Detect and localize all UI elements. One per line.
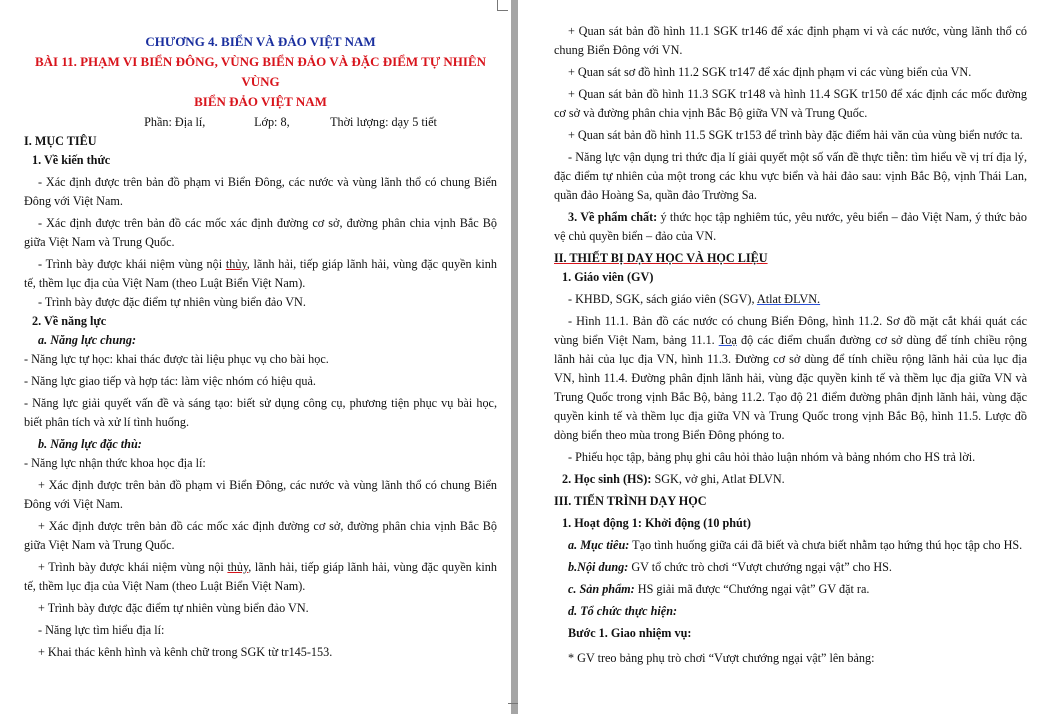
chapter-title: CHƯƠNG 4. BIỂN VÀ ĐẢO VIỆT NAM [145,34,376,49]
text-run: SGK, vở ghi, Atlat ĐLVN. [651,472,785,486]
paragraph: - Xác định được trên bản đồ phạm vi Biển Đông, các nước và vùng lãnh thổ có chung Biển Đông với Việt Nam. [24,175,497,208]
paragraph: - Phiếu học tập, bảng phụ ghi câu hỏi thảo luận nhóm và bảng nhóm cho HS trả lời. [568,450,976,464]
field-label: d. Tổ chức thực hiện: [568,604,678,618]
paragraph: - Năng lực tìm hiểu địa lí: [38,623,165,637]
paragraph: - Xác định được trên bản đồ các mốc xác định đường cơ sở, đường phân chia vịnh Bắc Bộ giữa Việt Nam và Trung Quốc. [24,216,497,249]
text-run: - Hình 11.1. Bản đồ các nước có chung Biển Đông, hình 11.2. Sơ đồ mặt cắt khái quát các vùng biển Việt Nam, bảng 11.1. [554,314,1027,347]
paragraph: - Năng lực nhận thức khoa học địa lí: [24,456,206,470]
field-label: a. Mục tiêu: [568,538,630,552]
text-run: ý thức học tập nghiêm túc, yêu nước, yêu biển – đảo Việt Nam, ý thức bảo vệ chủ quyền biển – đảo của VN. [554,210,1027,243]
paragraph: - Trình bày được đặc điểm tự nhiên vùng biển đảo VN. [38,295,306,309]
paragraph: - Năng lực giải quyết vấn đề và sáng tạo: biết sử dụng công cụ, phương tiện phục vụ bài học, biết phân tích và xử lí tình huống. [24,396,497,429]
meta-grade: Lớp: 8, [254,115,290,129]
text-run: độ các điểm chuẩn đường cơ sở dùng để tính chiều rộng lãnh hải của lục địa VN, hình 11.3. Đường cơ sở dùng để tính chiều rộng lãnh hải của lục địa VN, hình 11.4. Đường phân định lãnh hải, vùng đặc quyền kinh tế và thềm lục địa giữa VN và Trung Quốc trong vịnh Bắc Bộ, bảng 11.2. Tạo độ 21 điểm đường phân định lãnh hải, vùng đặc quyền kinh tế và thềm lục địa giữa VN và Trung Quốc trong vịnh Bắc Bộ, hình 11.5. Lược đồ dòng biển theo mùa trong Biển Đông phóng to. [554,333,1027,442]
lesson-title-line1: BÀI 11. PHẠM VI BIỂN ĐÔNG, VÙNG BIỂN ĐẢO VÀ ĐẶC ĐIỂM TỰ NHIÊN VÙNG [34,54,487,89]
paragraph [554,602,1027,621]
page-gap [511,0,518,714]
spelling-flagged-word: thủy [227,560,249,574]
text-run: - Trình bày được khái niệm vùng nội [38,257,226,271]
paragraph [554,536,1027,555]
text-run: GV tổ chức trò chơi “Vượt chướng ngại vật” cho HS. [628,560,892,574]
grammar-flagged-word: Atlat ĐLVN. [756,292,821,306]
paragraph: - Năng lực tự học: khai thác được tài liệu phục vụ cho bài học. [24,352,329,366]
paragraph: + Xác định được trên bản đồ các mốc xác định đường cơ sở, đường phân chia vịnh Bắc Bộ giữa Việt Nam và Trung Quốc. [24,519,497,552]
paragraph: + Quan sát bản đồ hình 11.1 SGK tr146 để xác định phạm vi và các nước, vùng lãnh thổ có chung Biển Đông với VN. [554,24,1027,57]
paragraph: + Quan sát bản đồ hình 11.3 SGK tr148 và hình 11.4 SGK tr150 để xác định các mốc đường cơ sở và đường phân chia vịnh Bắc Bộ giữa VN và Trung Quốc. [554,87,1027,120]
lesson-title-line2: BIỂN ĐẢO VIỆT NAM [194,94,327,109]
paragraph [24,558,497,596]
paragraph: + Quan sát bản đồ hình 11.5 SGK tr153 để trình bày đặc điểm hải văn của vùng biển nước ta. [568,128,1023,142]
text-run: Tạo tình huống giữa cái đã biết và chưa biết nhằm tạo hứng thú học tập cho HS. [629,538,1023,552]
heading-label: 2. Học sinh (HS): [562,472,652,486]
text-run: HS giải mã được “Chướng ngại vật” GV đặt ra. [634,582,870,596]
paragraph: - Năng lực vận dụng tri thức địa lí giải quyết một số vấn đề thực tiễn: tìm hiểu về vị trí địa lý, đặc điểm tự nhiên của một trong các khu vực biển và hải đảo sau: vịnh Bắc Bộ, vịnh Thái Lan, quần đảo Hoàng Sa, quần đảo Trường Sa. [554,150,1027,202]
paragraph: * GV treo bảng phụ trò chơi “Vượt chướng ngại vật” lên bảng: [568,651,875,665]
subsection-heading [554,470,1027,489]
paragraph: + Khai thác kênh hình và kênh chữ trong SGK từ tr145-153. [38,645,333,659]
section-heading: III. TIẾN TRÌNH DẠY HỌC [554,494,707,508]
paragraph [554,208,1027,246]
text-run: , lãnh hải, tiếp giáp lãnh hải, vùng đặc quyền kinh tế, thềm lục địa của Việt Nam (theo Luật Biển Việt Nam). [24,257,497,290]
paragraph: + Quan sát sơ đồ hình 11.2 SGK tr147 để xác định phạm vi các vùng biển của VN. [568,65,972,79]
meta-subject: Phần: Địa lí, [144,115,206,129]
document-page-right [518,0,1039,714]
subsection-heading: 1. Về kiến thức [32,153,111,167]
subsection-heading: 2. Về năng lực [32,314,107,328]
paragraph: + Xác định được trên bản đồ phạm vi Biển Đông, các nước và vùng lãnh thổ có chung Biển Đông với Việt Nam. [24,478,497,511]
paragraph [24,255,497,293]
paragraph [554,290,1027,309]
page-corner-mark [497,0,508,11]
step-label: Bước 1. Giao nhiệm vụ: [568,626,692,640]
section-heading: I. MỤC TIÊU [24,134,97,148]
paragraph [554,558,1027,577]
text-run: , lãnh hải, tiếp giáp lãnh hải, vùng đặc quyền kinh tế, thềm lục địa của Việt Nam (theo Luật Biển Việt Nam). [24,560,497,593]
paragraph [554,580,1027,599]
sub-subsection-heading: b. Năng lực đặc thù: [38,437,142,451]
lesson-meta [84,112,497,132]
paragraph: - Năng lực giao tiếp và hợp tác: làm việc nhóm có hiệu quả. [24,374,316,388]
field-label: c. Sản phẩm: [568,582,635,596]
document-page-left [0,0,511,714]
section-heading [554,249,1027,268]
text-run: + Trình bày được khái niệm vùng nội [38,560,228,574]
section-heading-text: II. THIẾT BỊ DẠY HỌC VÀ HỌC LIỆU [554,251,768,265]
sub-subsection-heading: a. Năng lực chung: [38,333,137,347]
meta-duration: Thời lượng: dạy 5 tiết [330,115,437,129]
subsection-heading: 1. Giáo viên (GV) [562,270,654,284]
step-heading [554,624,1027,643]
activity-heading: 1. Hoạt động 1: Khởi động (10 phút) [562,516,751,530]
paragraph: + Trình bày được đặc điểm tự nhiên vùng biển đảo VN. [38,601,309,615]
subsection-heading: 3. Về phẩm chất: [568,210,658,224]
grammar-flagged-word: Toạ [718,333,737,347]
paragraph [554,312,1027,445]
spelling-flagged-word: thủy [225,257,247,271]
field-label: b.Nội dung: [568,560,629,574]
text-run: - KHBD, SGK, sách giáo viên (SGV), [568,292,757,306]
